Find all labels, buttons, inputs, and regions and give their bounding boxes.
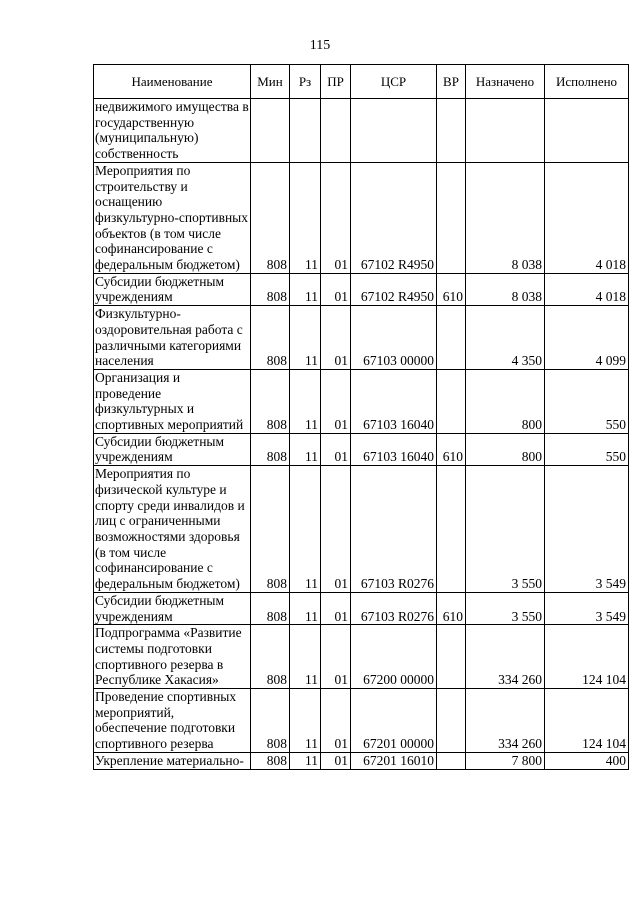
cell-executed: 400	[545, 752, 629, 769]
cell-pr: 01	[321, 273, 351, 305]
cell-min: 808	[251, 689, 290, 753]
table-row	[94, 99, 629, 163]
cell-csr: 67103 R0276	[351, 466, 437, 593]
cell-name: Мероприятия по строительству и оснащению физкультурно-спортивных объектов (в том числе софинансирование с федеральным бюджетом)	[94, 162, 251, 273]
cell-executed: 124 104	[545, 689, 629, 753]
cell-name: Мероприятия по физической культуре и спорту среди инвалидов и лиц с ограниченными возможностями здоровья (в том числе софинансирование с федеральным бюджетом)	[94, 466, 251, 593]
cell-assigned: 3 550	[466, 466, 545, 593]
header-min: Мин	[251, 65, 290, 99]
cell-rz: 11	[290, 592, 321, 624]
cell-csr	[351, 99, 437, 163]
cell-pr: 01	[321, 625, 351, 689]
cell-rz: 11	[290, 162, 321, 273]
header-csr: ЦСР	[351, 65, 437, 99]
cell-csr: 67201 16010	[351, 752, 437, 769]
header-vr: ВР	[437, 65, 466, 99]
cell-vr	[437, 466, 466, 593]
cell-assigned: 800	[466, 369, 545, 433]
cell-csr: 67103 00000	[351, 306, 437, 370]
cell-rz: 11	[290, 369, 321, 433]
cell-vr: 610	[437, 592, 466, 624]
header-name: Наименование	[94, 65, 251, 99]
cell-csr: 67102 R4950	[351, 162, 437, 273]
table-row	[94, 433, 629, 465]
header-assigned: Назначено	[466, 65, 545, 99]
table-row	[94, 625, 629, 689]
cell-csr: 67201 00000	[351, 689, 437, 753]
cell-name: Субсидии бюджетным учреждениям	[94, 273, 251, 305]
cell-min: 808	[251, 592, 290, 624]
cell-min	[251, 99, 290, 163]
cell-vr	[437, 99, 466, 163]
cell-vr	[437, 752, 466, 769]
header-row	[94, 65, 629, 99]
budget-table	[93, 64, 629, 770]
cell-assigned: 800	[466, 433, 545, 465]
cell-pr: 01	[321, 306, 351, 370]
cell-name: Физкультурно-оздоровительная работа с различными категориями населения	[94, 306, 251, 370]
cell-rz: 11	[290, 433, 321, 465]
cell-executed: 124 104	[545, 625, 629, 689]
cell-name: Субсидии бюджетным учреждениям	[94, 592, 251, 624]
table-row	[94, 369, 629, 433]
cell-pr: 01	[321, 369, 351, 433]
header-pr: ПР	[321, 65, 351, 99]
cell-min: 808	[251, 625, 290, 689]
cell-executed: 4 018	[545, 162, 629, 273]
cell-rz	[290, 99, 321, 163]
cell-assigned: 334 260	[466, 625, 545, 689]
cell-assigned: 7 800	[466, 752, 545, 769]
cell-pr: 01	[321, 466, 351, 593]
cell-rz: 11	[290, 625, 321, 689]
cell-rz: 11	[290, 689, 321, 753]
cell-vr	[437, 369, 466, 433]
cell-rz: 11	[290, 273, 321, 305]
cell-name: недвижимого имущества в государственную (муниципальную) собственность	[95, 99, 249, 162]
cell-pr: 01	[321, 162, 351, 273]
cell-min: 808	[251, 433, 290, 465]
table-row	[94, 162, 629, 273]
cell-min: 808	[251, 752, 290, 769]
cell-executed: 4 018	[545, 273, 629, 305]
cell-min: 808	[251, 466, 290, 593]
page-number: 115	[309, 38, 331, 53]
cell-vr	[437, 689, 466, 753]
cell-min: 808	[251, 162, 290, 273]
cell-executed: 550	[545, 369, 629, 433]
cell-rz: 11	[290, 306, 321, 370]
cell-csr: 67103 16040	[351, 369, 437, 433]
cell-name: Подпрограмма «Развитие системы подготовки спортивного резерва в Республике Хакасия»	[94, 625, 251, 689]
cell-csr: 67102 R4950	[351, 273, 437, 305]
cell-pr: 01	[321, 592, 351, 624]
cell-assigned: 8 038	[466, 162, 545, 273]
cell-min: 808	[251, 369, 290, 433]
cell-vr	[437, 625, 466, 689]
cell-rz: 11	[290, 752, 321, 769]
table-row	[94, 592, 629, 624]
cell-executed: 4 099	[545, 306, 629, 370]
cell-rz: 11	[290, 466, 321, 593]
cell-vr: 610	[437, 433, 466, 465]
cell-pr: 01	[321, 752, 351, 769]
cell-name: Укрепление материально-	[94, 752, 251, 769]
cell-name: Субсидии бюджетным учреждениям	[94, 433, 251, 465]
cell-csr: 67103 16040	[351, 433, 437, 465]
cell-name: Проведение спортивных мероприятий, обеспечение подготовки спортивного резерва	[94, 689, 251, 753]
cell-pr	[321, 99, 351, 163]
cell-pr: 01	[321, 433, 351, 465]
table-row	[94, 273, 629, 305]
cell-csr: 67200 00000	[351, 625, 437, 689]
table-row	[94, 466, 629, 593]
cell-vr	[437, 162, 466, 273]
cell-executed: 3 549	[545, 466, 629, 593]
cell-pr: 01	[321, 689, 351, 753]
table-row	[94, 689, 629, 753]
cell-assigned: 8 038	[466, 273, 545, 305]
cell-csr: 67103 R0276	[351, 592, 437, 624]
table-row	[94, 752, 629, 769]
cell-vr: 610	[437, 273, 466, 305]
cell-executed: 3 549	[545, 592, 629, 624]
cell-assigned: 3 550	[466, 592, 545, 624]
cell-assigned	[466, 99, 545, 163]
cell-executed: 550	[545, 433, 629, 465]
cell-vr	[437, 306, 466, 370]
header-executed: Исполнено	[545, 65, 629, 99]
header-rz: Рз	[290, 65, 321, 99]
table-row	[94, 306, 629, 370]
cell-min: 808	[251, 273, 290, 305]
cell-min: 808	[251, 306, 290, 370]
cell-assigned: 4 350	[466, 306, 545, 370]
cell-executed	[545, 99, 629, 163]
cell-assigned: 334 260	[466, 689, 545, 753]
cell-name: Организация и проведение физкультурных и спортивных мероприятий	[94, 369, 251, 433]
